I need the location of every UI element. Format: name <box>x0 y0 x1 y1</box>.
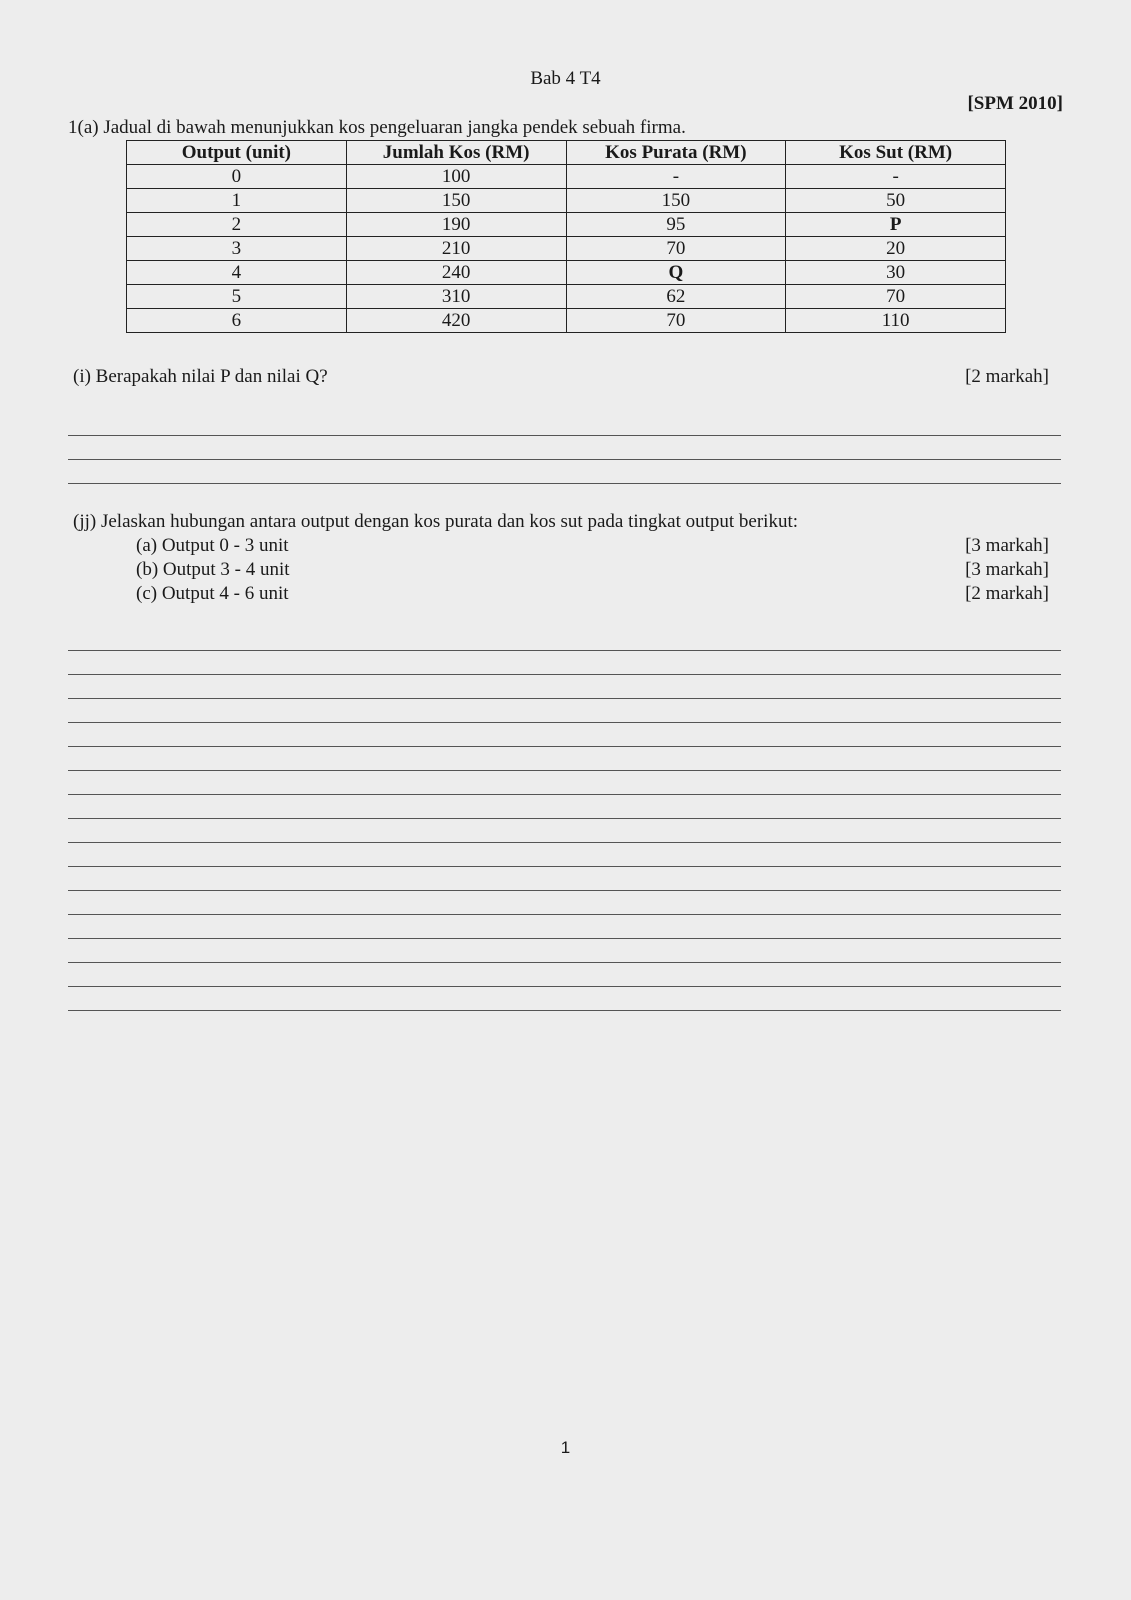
answer-line <box>68 722 1061 723</box>
table-cell: 150 <box>566 189 786 213</box>
answer-line <box>68 794 1061 795</box>
cost-table <box>126 140 1006 333</box>
table-row <box>127 309 1006 333</box>
table-cell: 70 <box>566 309 786 333</box>
table-cell: 420 <box>346 309 566 333</box>
table-cell: 6 <box>127 309 347 333</box>
table-cell: - <box>786 165 1006 189</box>
table-cell: 150 <box>346 189 566 213</box>
part-ii-item-c-marks: [2 markah] <box>965 583 1049 604</box>
table-cell: 50 <box>786 189 1006 213</box>
answer-line <box>68 818 1061 819</box>
unknown-value-q: Q <box>566 261 786 285</box>
table-cell: 2 <box>127 213 347 237</box>
part-i-question: (i) Berapakah nilai P dan nilai Q? <box>73 366 328 387</box>
table-cell: 100 <box>346 165 566 189</box>
table-cell: 310 <box>346 285 566 309</box>
answer-line <box>68 435 1061 436</box>
answer-line <box>68 698 1061 699</box>
table-cell: 95 <box>566 213 786 237</box>
table-cell: 70 <box>786 285 1006 309</box>
table-cell: 3 <box>127 237 347 261</box>
table-cell: 210 <box>346 237 566 261</box>
part-ii-item-a: (a) Output 0 - 3 unit <box>136 535 289 556</box>
answer-line <box>68 866 1061 867</box>
exam-reference: [SPM 2010] <box>967 93 1063 114</box>
answer-line <box>68 938 1061 939</box>
table-cell: 110 <box>786 309 1006 333</box>
answer-line <box>68 483 1061 484</box>
question-intro: 1(a) Jadual di bawah menunjukkan kos pengeluaran jangka pendek sebuah firma. <box>68 117 686 138</box>
answer-line <box>68 746 1061 747</box>
answer-line <box>68 842 1061 843</box>
part-ii-item-b: (b) Output 3 - 4 unit <box>136 559 290 580</box>
table-cell: 30 <box>786 261 1006 285</box>
part-ii-item-b-marks: [3 markah] <box>965 559 1049 580</box>
answer-line <box>68 650 1061 651</box>
table-row <box>127 237 1006 261</box>
answer-line <box>68 986 1061 987</box>
table-cell: 62 <box>566 285 786 309</box>
table-cell: 20 <box>786 237 1006 261</box>
answer-line <box>68 890 1061 891</box>
answer-line <box>68 914 1061 915</box>
table-cell: 70 <box>566 237 786 261</box>
table-cell: 4 <box>127 261 347 285</box>
header-jumlah-kos: Jumlah Kos (RM) <box>346 141 566 165</box>
table-row <box>127 189 1006 213</box>
header-kos-sut: Kos Sut (RM) <box>786 141 1006 165</box>
part-ii-item-c: (c) Output 4 - 6 unit <box>136 583 289 604</box>
part-i-marks: [2 markah] <box>965 366 1049 387</box>
answer-line <box>68 459 1061 460</box>
table-row <box>127 165 1006 189</box>
part-ii-item-a-marks: [3 markah] <box>965 535 1049 556</box>
table-row <box>127 213 1006 237</box>
answer-line <box>68 962 1061 963</box>
table-cell: - <box>566 165 786 189</box>
answer-line <box>68 770 1061 771</box>
answer-line <box>68 1010 1061 1011</box>
table-cell: 5 <box>127 285 347 309</box>
answer-line <box>68 674 1061 675</box>
table-cell: 190 <box>346 213 566 237</box>
table-cell: 0 <box>127 165 347 189</box>
header-output: Output (unit) <box>127 141 347 165</box>
table-row <box>127 261 1006 285</box>
page-heading: Bab 4 T4 <box>530 68 601 89</box>
header-kos-purata: Kos Purata (RM) <box>566 141 786 165</box>
part-ii-question: (jj) Jelaskan hubungan antara output dengan kos purata dan kos sut pada tingkat output berikut: <box>73 511 798 532</box>
page-number: 1 <box>560 1438 571 1457</box>
table-row <box>127 285 1006 309</box>
table-cell: 1 <box>127 189 347 213</box>
unknown-value-p: P <box>786 213 1006 237</box>
table-header-row <box>127 141 1006 165</box>
table-cell: 240 <box>346 261 566 285</box>
